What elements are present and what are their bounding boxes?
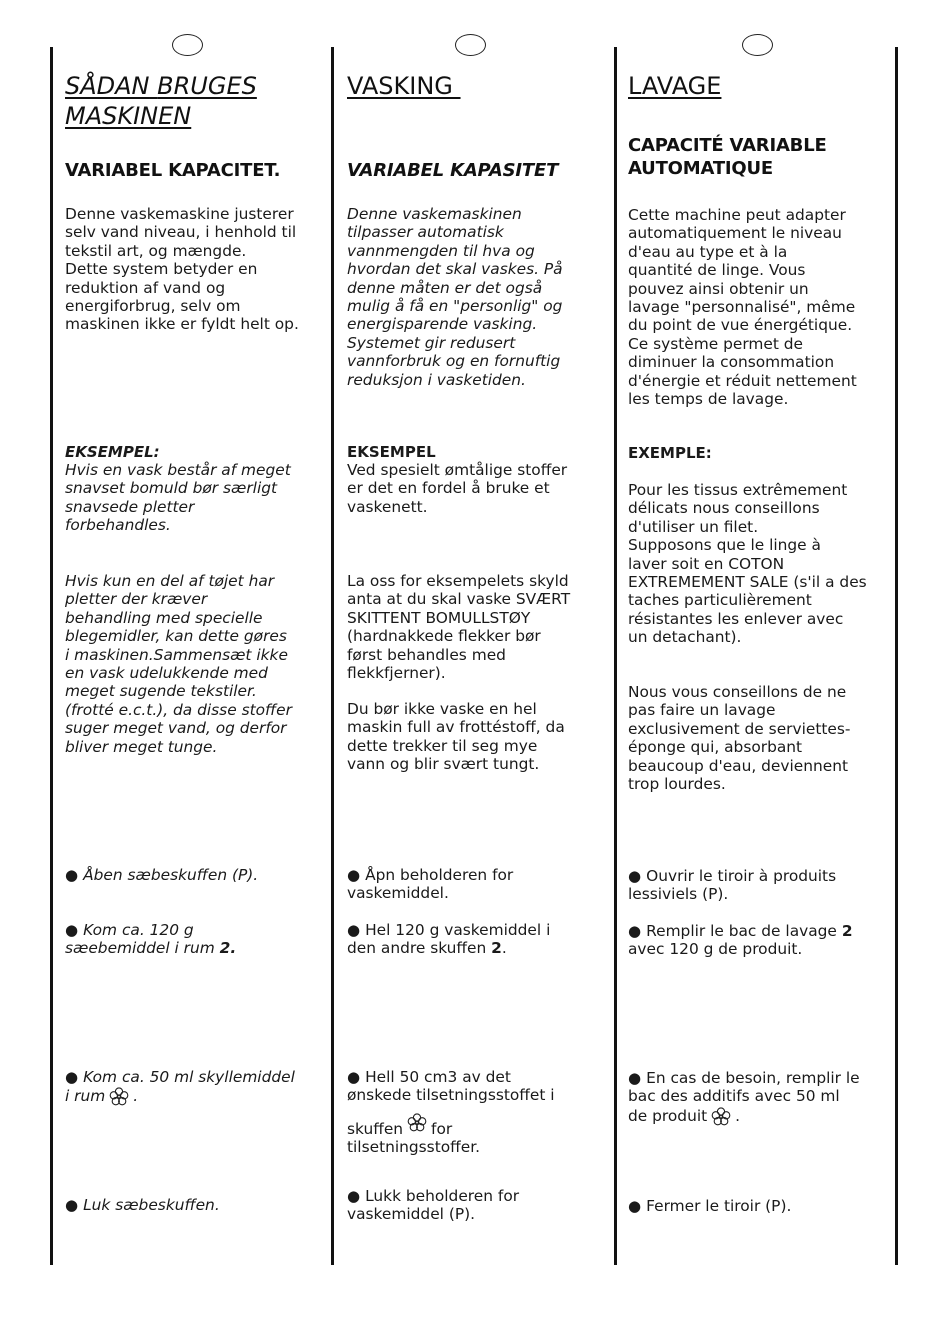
- example-heading: EKSEMPEL:: [65, 443, 160, 461]
- intro-paragraph: Cette machine peut adapter automatiquement le niveau d'eau au type et à la quantité de linge. Vous pouvez ainsi obtenir un lavage "personnalisé", même du point de vue énergétique. Ce système permet de diminuer la consommation d'énergie et réduit nettement les temps de lavage.: [628, 206, 857, 409]
- step-add-additive-continued: [347, 1112, 480, 1157]
- softener-flower-icon: [108, 1086, 130, 1106]
- step-text: Hel 120 g vaskemiddel i den andre skuffen: [347, 921, 551, 958]
- danish-column: [65, 0, 327, 1318]
- step-text: .: [501, 939, 507, 958]
- step-close-drawer: ● Luk sæbeskuffen.: [65, 1196, 220, 1214]
- example-heading: EXEMPLE:: [628, 444, 712, 462]
- softener-flower-icon: [710, 1106, 732, 1126]
- column-divider-right: [895, 47, 898, 1265]
- example-heading: EKSEMPEL: [347, 443, 436, 461]
- step-text: .: [735, 1106, 741, 1125]
- step-text: avec 120 g de produit.: [628, 940, 803, 959]
- example-paragraph-2: Hvis kun en del af tøjet har pletter der kræver behandling med specielle blegemidler, kan dette gøres i maskinen.Sammensæt ikke en vask udelukkende med meget sugende tekstiler. (frotté e.c.t.), da disse stoffer suger meget vand, og derfor bliver meget tunge.: [65, 572, 292, 756]
- language-oval-icon: [455, 34, 486, 56]
- step-add-softener: [65, 1068, 295, 1106]
- step-add-detergent: [628, 922, 853, 959]
- step-text: Kom ca. 50 ml skyllemiddel i rum: [65, 1068, 295, 1106]
- example-paragraph: Hvis en vask består af meget snavset bomuld bør særligt snavsede pletter forbehandles.: [65, 461, 291, 535]
- example-paragraph-2: Nous vous conseillons de ne pas faire un lavage exclusivement de serviettes- éponge qui, absorbant beaucoup d'eau, deviennent trop lourdes.: [628, 683, 851, 794]
- example-paragraph: Pour les tissus extrêmement délicats nous conseillons d'utiliser un filet. Supposons que le linge à laver soit en COTON EXTREMEMENT SALE (s'il a des taches particulièrement résistantes les enlever avec un detachant).: [628, 481, 867, 647]
- compartment-number: 2: [491, 939, 502, 958]
- step-text: skuffen: [347, 1120, 404, 1138]
- intro-paragraph: Denne vaskemaskine justerer selv vand niveau, i henhold til tekstil art, og mængde. Dette system betyder en reduktion af vand og energiforbrug, selv om maskinen ikke er fyldt helt op.: [65, 205, 299, 334]
- language-oval-icon: [172, 34, 203, 56]
- step-add-additive: [628, 1069, 860, 1126]
- step-text: for: [431, 1120, 453, 1138]
- step-add-detergent: [347, 921, 550, 958]
- step-text: .: [133, 1087, 139, 1106]
- step-close-drawer: ● Fermer le tiroir (P).: [628, 1197, 791, 1215]
- title-word: BRUGES: [157, 72, 257, 100]
- norwegian-column: [347, 0, 609, 1318]
- page-title: VASKING: [347, 72, 461, 100]
- french-column: [628, 0, 890, 1318]
- intro-paragraph: Denne vaskemaskinen tilpasser automatisk vannmengden til hva og hvordan det skal vaskes. På denne måten er det også mulig å få en "personlig" og energisparende vasking. Systemet gir redusert vannforbruk og en fornuftig reduksjon i vasketiden.: [347, 205, 563, 389]
- example-paragraph-2: La oss for eksempelets skyld anta at du skal vaske SVÆRT SKITTENT BOMULLSTØY (hardnakkede flekker bør først behandles med flekkfjerner).: [347, 572, 571, 683]
- step-add-additive: [347, 1068, 555, 1105]
- step-open-drawer: ● Ouvrir le tiroir à produits lessiviels (P).: [628, 867, 836, 904]
- step-open-drawer: ● Åpn beholderen for vaskemiddel.: [347, 866, 513, 903]
- section-subheading: VARIABEL KAPASITET: [347, 160, 559, 181]
- step-text: tilsetningsstoffer.: [347, 1138, 481, 1157]
- step-text: En cas de besoin, remplir le bac des additifs avec 50 ml de produit: [628, 1069, 860, 1125]
- column-divider-middle-left: [331, 47, 334, 1265]
- step-add-detergent: [65, 921, 236, 958]
- example-paragraph: Ved spesielt ømtålige stoffer er det en fordel å bruke et vaskenett.: [347, 461, 568, 516]
- step-text: Hell 50 cm3 av det ønskede tilsetningsstoffet i: [347, 1068, 555, 1105]
- column-divider-left: [50, 47, 53, 1265]
- step-close-drawer: ● Lukk beholderen for vaskemiddel (P).: [347, 1187, 519, 1224]
- section-subheading: CAPACITÉ VARIABLE AUTOMATIQUE: [628, 135, 827, 179]
- step-open-drawer: ● Åben sæbeskuffen (P).: [65, 866, 258, 884]
- section-subheading: VARIABEL KAPACITET.: [65, 160, 281, 181]
- step-text: Kom ca. 120 g sæebemiddel i rum: [65, 921, 215, 958]
- compartment-number: 2.: [219, 939, 237, 958]
- title-word: SÅDAN: [65, 72, 150, 100]
- language-oval-icon: [742, 34, 773, 56]
- page-title: [65, 71, 257, 131]
- example-paragraph-3: Du bør ikke vaske en hel maskin full av frottéstoff, da dette trekker til seg mye vann og blir svært tungt.: [347, 700, 565, 774]
- step-text: Remplir le bac de lavage: [646, 922, 842, 940]
- page-title: LAVAGE: [628, 72, 722, 100]
- softener-flower-icon: [406, 1112, 428, 1132]
- title-word: MASKINEN: [65, 102, 192, 130]
- compartment-number: 2: [841, 922, 853, 940]
- column-divider-middle-right: [614, 47, 617, 1265]
